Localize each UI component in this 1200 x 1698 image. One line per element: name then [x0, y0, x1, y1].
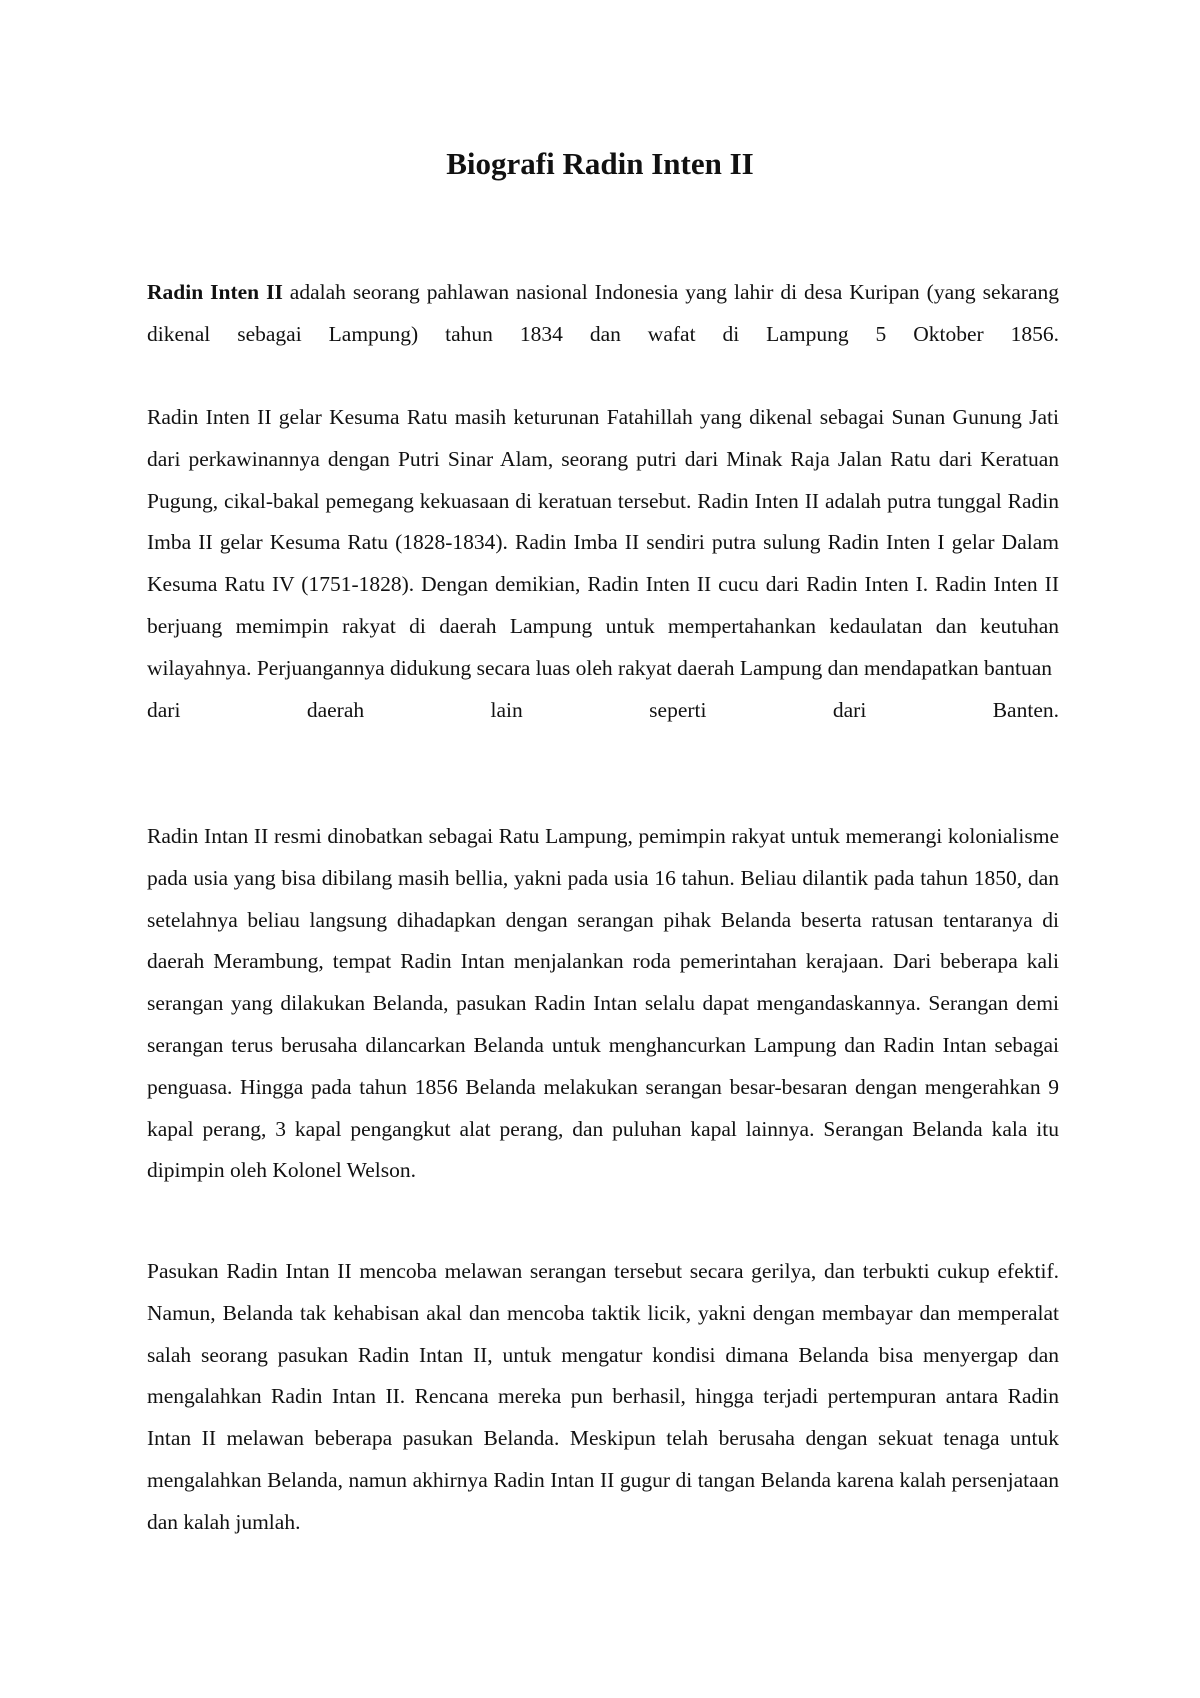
paragraph-lineage-last-line: dari daerah lain seperti dari Banten. — [147, 697, 1059, 722]
paragraph-intro — [147, 272, 1059, 356]
bold-lead-name: Radin Inten II — [147, 280, 283, 304]
paragraph-death-text: Pasukan Radin Intan II mencoba melawan serangan tersebut secara gerilya, dan terbukti cukup efektif. Namun, Belanda tak kehabisan akal dan mencoba taktik licik, yakni dengan membayar dan memperalat salah seorang pasukan Radin Intan II, untuk mengatur kondisi dimana Belanda bisa menyergap dan mengalahkan Radin Intan II. Rencana mereka pun berhasil, hingga terjadi pertempuran antara Radin Intan II melawan beberapa pasukan Belanda. Meskipun telah berusaha dengan sekuat tenaga untuk mengalahkan Belanda, namun akhirnya Radin Intan II gugur di tangan Belanda karena kalah persenjataan dan kalah jumlah. — [147, 1259, 1059, 1534]
paragraph-lineage — [147, 397, 1059, 731]
paragraph-death — [147, 1251, 1059, 1544]
paragraph-coronation-text: Radin Intan II resmi dinobatkan sebagai Ratu Lampung, pemimpin rakyat untuk memerangi kolonialisme pada usia yang bisa dibilang masih bellia, yakni pada usia 16 tahun. Beliau dilantik pada tahun 1850, dan setelahnya beliau langsung dihadapkan dengan serangan pihak Belanda beserta ratusan tentaranya di daerah Merambung, tempat Radin Intan menjalankan roda pemerintahan kerajaan. Dari beberapa kali serangan yang dilakukan Belanda, pasukan Radin Intan selalu dapat mengandaskannya. Serangan demi serangan terus berusaha dilancarkan Belanda untuk menghancurkan Lampung dan Radin Intan sebagai penguasa. Hingga pada tahun 1856 Belanda melakukan serangan besar-besaran dengan mengerahkan 9 kapal perang, 3 kapal pengangkut alat perang, dan puluhan kapal lainnya. Serangan Belanda kala itu dipimpin oleh Kolonel Welson. — [147, 824, 1059, 1183]
document-title: Biografi Radin Inten II — [446, 146, 754, 181]
paragraph-intro-text: adalah seorang pahlawan nasional Indonesia yang lahir di desa Kuripan (yang sekarang dikenal sebagai Lampung) tahun 1834 dan wafat di Lampung 5 Oktober 1856. — [147, 280, 1059, 346]
paragraph-lineage-text: Radin Inten II gelar Kesuma Ratu masih keturunan Fatahillah yang dikenal sebagai Sunan Gunung Jati dari perkawinannya dengan Putri Sinar Alam, seorang putri dari Minak Raja Jalan Ratu dari Keratuan Pugung, cikal-bakal pemegang kekuasaan di keratuan tersebut. Radin Inten II adalah putra tunggal Radin Imba II gelar Kesuma Ratu (1828-1834). Radin Imba II sendiri putra sulung Radin Inten I gelar Dalam Kesuma Ratu IV (1751-1828). Dengan demikian, Radin Inten II cucu dari Radin Inten I. Radin Inten II berjuang memimpin rakyat di daerah Lampung untuk mempertahankan kedaulatan dan keutuhan wilayahnya. Perjuangannya didukung secara luas oleh rakyat daerah Lampung dan mendapatkan bantuan — [147, 405, 1059, 680]
paragraph-coronation — [147, 816, 1059, 1192]
